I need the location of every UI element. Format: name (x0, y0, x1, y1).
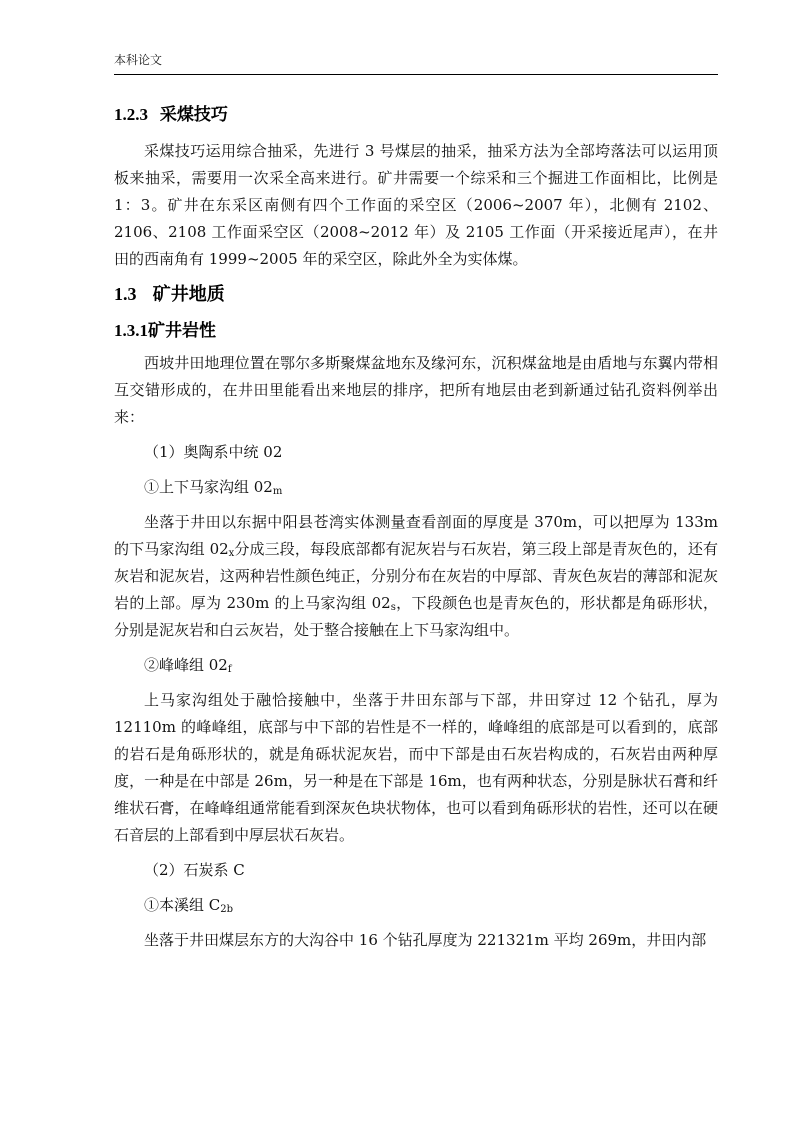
subscript: s (390, 602, 396, 613)
page-header-title: 本科论文 (114, 53, 163, 67)
paragraph-intro: 西坡井田地理位置在鄂尔多斯聚煤盆地东及缘河东，沉积煤盆地是由盾地与东翼内带相互交错形成的，在井田里能看出来地层的排序，把所有地层由老到新通过钻孔资料例举出来： (114, 354, 718, 426)
paragraph-fengfeng: 上马家沟组处于融恰接触中，坐落于井田东部与下部，井田穿过 12 个钻孔，厚为 12110m 的峰峰组，底部与中下部的岩性是不一样的，峰峰组的底部是可以看到的，底部的岩石是角砾形状的，就是角砾状泥灰岩，而中下部是由石灰岩构成的，石灰岩由两种厚度，一种是在中部是 26m，另一种是在下部是 16m，也有两种状态，分别是脉状石膏和纤维状石膏，在峰峰组通常能看到深灰色块状物体，也可以看到角砾形状的岩性，还可以在硬石音层的上部看到中厚层状石灰岩。 (114, 691, 718, 844)
subscript: m (272, 486, 283, 497)
sub-item-label: ①本溪组 C (144, 896, 221, 914)
paragraph-benxi: 坐落于井田煤层东方的大沟谷中 16 个钻孔厚度为 221321m 平均 269m，井田内部 (144, 931, 707, 949)
section-number: 1.3.1 (114, 321, 148, 340)
section-number: 1.3 (114, 284, 137, 304)
header-divider (114, 74, 718, 75)
text-run: 分成三段，每段底部都有泥灰岩与石灰岩，第三段上部是青灰色的，还有灰岩和泥灰岩，这两种岩性颜色纯正，分别分布在灰岩的中厚部、青灰色灰岩的薄部和泥灰岩的上部。厚为 230m 的上马家沟组 02 (114, 540, 718, 612)
list-item-ordovician: （1）奥陶系中统 02 (144, 443, 283, 461)
subscript: 2b (220, 904, 234, 915)
paragraph-mining-technique: 采煤技巧运用综合抽采，先进行 3 号煤层的抽采，抽采方法为全部垮落法可以运用顶板来抽采，需要用一次采全高来进行。矿井需要一个综采和三个掘进工作面相比，比例是 1：3。矿井在东采区南侧有四个工作面的采空区（2006~2007 年），北侧有 2102、2106、2108 工作面采空区（2008~2012 年）及 2105 工作面（开采接近尾声），在井田的西南角有 1999~2005 年的采空区，除此外全为实体煤。 (114, 142, 718, 268)
list-item-carboniferous: （2）石炭系 C (144, 861, 245, 879)
sub-item-fengfeng (114, 652, 718, 679)
section-number: 1.2.3 (114, 105, 148, 124)
subscript: f (227, 664, 232, 675)
text-run: ，下段颜色也是青灰色的，形状都是角砾形状，分别是泥灰岩和白云灰岩，处于整合接触在上下马家沟组中。 (114, 594, 718, 639)
sub-item-label: ②峰峰组 02 (144, 656, 228, 674)
section-title: 矿井地质 (152, 284, 225, 305)
text-run: 坐落于井田以东据中阳县苍湾实体测量查看剖面的厚度是 370m，可以把厚为 133m 的下马家沟组 02 (114, 513, 718, 558)
sub-item-benxi (114, 892, 718, 919)
sub-item-label: ①上下马家沟组 02 (144, 478, 273, 496)
sub-item-majiagou (114, 474, 718, 501)
section-heading-1-2-3 (114, 100, 718, 130)
section-title: 矿井岩性 (148, 321, 216, 341)
section-heading-1-3-1 (114, 316, 718, 346)
section-heading-1-3 (114, 279, 718, 310)
subscript: x (228, 548, 235, 559)
paragraph-majiagou (114, 509, 718, 644)
section-title: 采煤技巧 (159, 105, 228, 125)
document-body (114, 100, 718, 954)
